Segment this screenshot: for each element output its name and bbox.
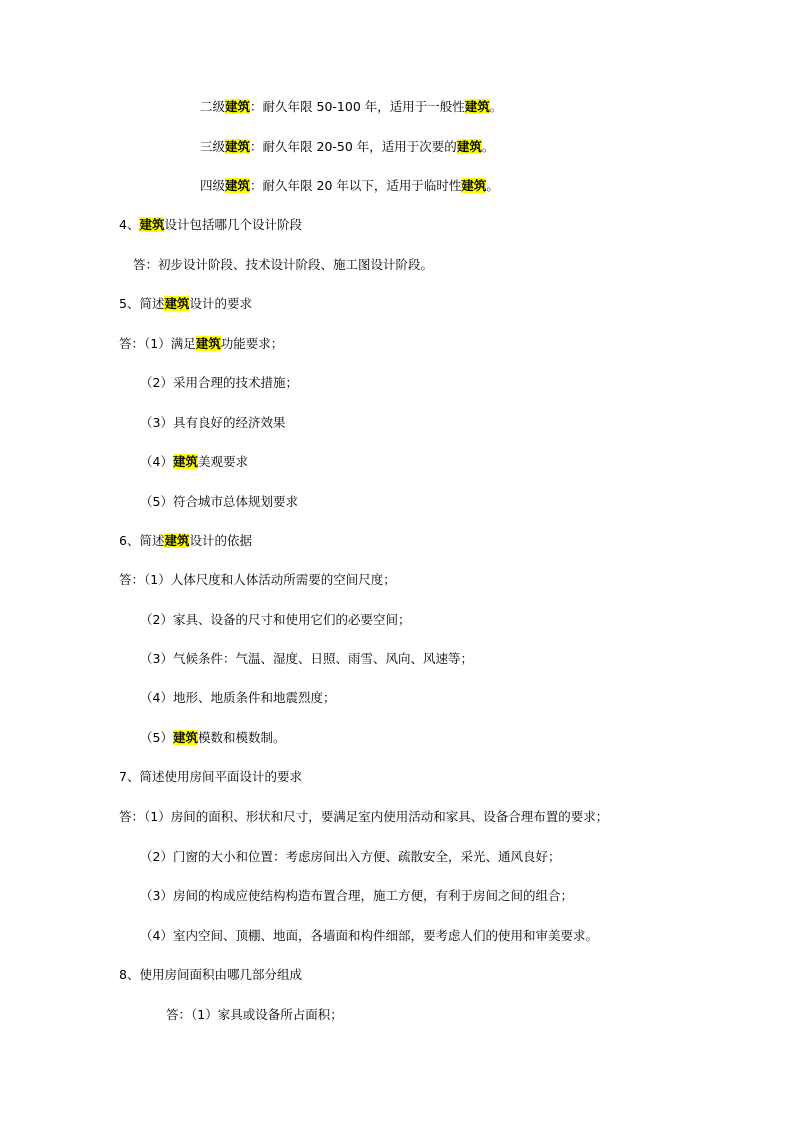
answer-line xyxy=(140,374,298,392)
answer-line xyxy=(119,808,608,826)
answer-line xyxy=(140,611,410,629)
text-segment: （3）房间的构成应使结构构造布置合理，施工方便，有利于房间之间的组合； xyxy=(140,888,573,903)
text-segment: 功能要求； xyxy=(220,336,284,351)
text-segment: 设计包括哪几个设计阶段 xyxy=(164,217,302,232)
text-segment: 美观要求 xyxy=(197,454,248,469)
answer-line xyxy=(140,887,573,905)
text-segment: 答：（1）满足 xyxy=(119,336,196,351)
text-line xyxy=(200,98,502,116)
answer-line xyxy=(119,335,283,353)
highlighted-keyword: 建筑 xyxy=(164,296,190,311)
highlighted-keyword: 建筑 xyxy=(225,139,251,154)
question-heading xyxy=(119,216,302,234)
question-heading xyxy=(119,768,302,786)
text-segment: （3）气候条件：气温、湿度、日照、雨雪、风向、风速等； xyxy=(140,651,473,666)
text-segment: （2）门窗的大小和位置：考虑房间出入方便、疏散安全，采光、通风良好； xyxy=(140,849,561,864)
text-segment: （3）具有良好的经济效果 xyxy=(140,415,286,430)
text-segment: （5） xyxy=(140,730,173,745)
text-segment: （4） xyxy=(140,454,173,469)
highlighted-keyword: 建筑 xyxy=(172,454,198,469)
question-heading xyxy=(119,532,252,550)
text-segment: 6、简述 xyxy=(119,533,165,548)
highlighted-keyword: 建筑 xyxy=(456,139,482,154)
text-segment: 三级 xyxy=(200,139,226,154)
text-segment: 8、使用房间面积由哪几部分组成 xyxy=(119,967,302,982)
answer-line xyxy=(140,650,473,668)
answer-line xyxy=(119,571,396,589)
question-heading xyxy=(119,295,252,313)
text-segment: （4）室内空间、顶棚、地面，各墙面和构件细部，要考虑人们的使用和审美要求。 xyxy=(140,928,598,943)
text-segment: 设计的依据 xyxy=(189,533,252,548)
text-line xyxy=(200,177,499,195)
text-segment: （2）采用合理的技术措施； xyxy=(140,375,298,390)
text-segment: （4）地形、地质条件和地震烈度； xyxy=(140,690,336,705)
text-segment: 设计的要求 xyxy=(189,296,252,311)
text-segment: 答：初步设计阶段、技术设计阶段、施工图设计阶段。 xyxy=(133,257,434,272)
text-segment: （2）家具、设备的尺寸和使用它们的必要空间； xyxy=(140,612,411,627)
answer-line xyxy=(166,1006,343,1024)
answer-line xyxy=(140,453,248,471)
text-segment: 7、简述使用房间平面设计的要求 xyxy=(119,769,302,784)
text-segment: 4、 xyxy=(119,217,140,232)
text-line xyxy=(200,138,494,156)
highlighted-keyword: 建筑 xyxy=(139,217,165,232)
answer-line xyxy=(133,256,433,274)
text-segment: 答：（1）人体尺度和人体活动所需要的空间尺度； xyxy=(119,572,396,587)
highlighted-keyword: 建筑 xyxy=(225,178,251,193)
highlighted-keyword: 建筑 xyxy=(164,533,190,548)
text-segment: 。 xyxy=(489,99,503,114)
text-segment: 答：（1）房间的面积、形状和尺寸，要满足室内使用活动和家具、设备合理布置的要求； xyxy=(119,809,609,824)
text-segment: 答：（1）家具或设备所占面积； xyxy=(166,1007,343,1022)
answer-line xyxy=(140,729,285,747)
text-segment: （5）符合城市总体规划要求 xyxy=(140,494,298,509)
text-segment: 5、简述 xyxy=(119,296,165,311)
answer-line xyxy=(140,689,335,707)
highlighted-keyword: 建筑 xyxy=(195,336,221,351)
answer-line xyxy=(140,414,285,432)
text-segment: 二级 xyxy=(200,99,226,114)
text-segment: ：耐久年限 50-100 年，适用于一般性 xyxy=(250,99,465,114)
answer-line xyxy=(140,927,598,945)
answer-line xyxy=(140,493,298,511)
text-segment: ：耐久年限 20-50 年，适用于次要的 xyxy=(250,139,457,154)
text-segment: ：耐久年限 20 年以下，适用于临时性 xyxy=(250,178,462,193)
question-heading xyxy=(119,966,302,984)
highlighted-keyword: 建筑 xyxy=(461,178,487,193)
text-segment: 。 xyxy=(481,139,495,154)
answer-line xyxy=(140,848,560,866)
text-segment: 。 xyxy=(486,178,499,193)
highlighted-keyword: 建筑 xyxy=(225,99,251,114)
text-segment: 四级 xyxy=(200,178,226,193)
highlighted-keyword: 建筑 xyxy=(172,730,198,745)
highlighted-keyword: 建筑 xyxy=(464,99,490,114)
text-segment: 模数和模数制。 xyxy=(197,730,286,745)
